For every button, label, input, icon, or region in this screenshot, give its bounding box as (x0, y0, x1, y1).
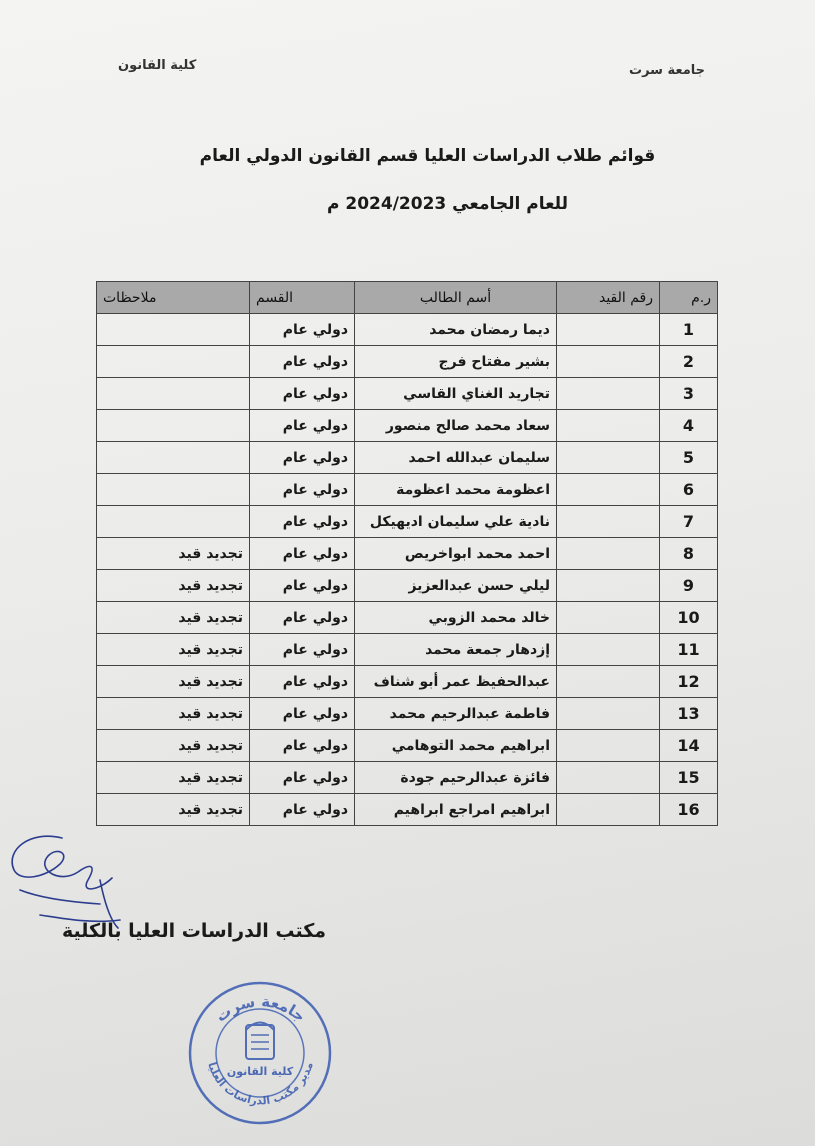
stamp-faculty-text: كلية القانون (226, 1065, 294, 1078)
col-header-notes: ملاحظات (97, 282, 250, 314)
stamp-emblem-icon (246, 1023, 274, 1060)
notes (97, 506, 250, 538)
col-header-dept: القسم (250, 282, 355, 314)
department: دولي عام (250, 666, 355, 698)
row-number: 8 (660, 538, 718, 570)
notes: تجديد قيد (97, 634, 250, 666)
row-number: 10 (660, 602, 718, 634)
table-row (97, 378, 718, 410)
student-name: ليلي حسن عبدالعزيز (355, 570, 557, 602)
department: دولي عام (250, 314, 355, 346)
student-name: اعظومة محمد اعظومة (355, 474, 557, 506)
department: دولي عام (250, 474, 355, 506)
department: دولي عام (250, 634, 355, 666)
student-name: سليمان عبدالله احمد (355, 442, 557, 474)
notes (97, 442, 250, 474)
student-name: خالد محمد الزوبي (355, 602, 557, 634)
department: دولي عام (250, 698, 355, 730)
row-number: 5 (660, 442, 718, 474)
student-name: فائزة عبدالرحيم جودة (355, 762, 557, 794)
student-name: ابراهيم امراجع ابراهيم (355, 794, 557, 826)
table-header-row (97, 282, 718, 314)
department: دولي عام (250, 410, 355, 442)
student-name: بشير مفتاح فرج (355, 346, 557, 378)
table-row (97, 794, 718, 826)
graduate-office-label: مكتب الدراسات العليا بالكلية (62, 920, 327, 942)
table-row (97, 506, 718, 538)
registration-number (557, 314, 660, 346)
notes: تجديد قيد (97, 794, 250, 826)
department: دولي عام (250, 570, 355, 602)
department: دولي عام (250, 730, 355, 762)
table-row (97, 410, 718, 442)
notes (97, 346, 250, 378)
table-row (97, 442, 718, 474)
registration-number (557, 474, 660, 506)
document-title: قوائم طلاب الدراسات العليا قسم القانون الدولي العام (199, 146, 656, 166)
academic-year: للعام الجامعي 2024/2023 م (327, 194, 568, 214)
registration-number (557, 666, 660, 698)
department: دولي عام (250, 794, 355, 826)
row-number: 9 (660, 570, 718, 602)
table-row (97, 698, 718, 730)
registration-number (557, 378, 660, 410)
notes: تجديد قيد (97, 538, 250, 570)
notes (97, 474, 250, 506)
student-name: احمد محمد ابواخريص (355, 538, 557, 570)
row-number: 3 (660, 378, 718, 410)
stamp-office-text: مدير مكتب الدراسات العليا (205, 1060, 316, 1108)
department: دولي عام (250, 346, 355, 378)
notes (97, 314, 250, 346)
registration-number (557, 506, 660, 538)
stamp-university-text: جامعة سرت (212, 992, 310, 1026)
notes: تجديد قيد (97, 730, 250, 762)
registration-number (557, 442, 660, 474)
svg-text:جامعة سرت (212, 992, 309, 1025)
table-row (97, 538, 718, 570)
registration-number (557, 762, 660, 794)
table-row (97, 346, 718, 378)
col-header-reg: رقم القيد (557, 282, 660, 314)
student-name: فاطمة عبدالرحيم محمد (355, 698, 557, 730)
student-name: نادية علي سليمان اديهيكل (355, 506, 557, 538)
student-name: إزدهار جمعة محمد (355, 634, 557, 666)
col-header-no: ر.م (660, 282, 718, 314)
row-number: 7 (660, 506, 718, 538)
department: دولي عام (250, 602, 355, 634)
table-row (97, 666, 718, 698)
registration-number (557, 730, 660, 762)
registration-number (557, 794, 660, 826)
col-header-name: أسم الطالب (355, 282, 557, 314)
table-row (97, 730, 718, 762)
registration-number (557, 634, 660, 666)
department: دولي عام (250, 506, 355, 538)
row-number: 4 (660, 410, 718, 442)
department: دولي عام (250, 762, 355, 794)
registration-number (557, 698, 660, 730)
notes: تجديد قيد (97, 666, 250, 698)
row-number: 13 (660, 698, 718, 730)
table-row (97, 570, 718, 602)
table-row (97, 634, 718, 666)
row-number: 15 (660, 762, 718, 794)
registration-number (557, 602, 660, 634)
student-name: عبدالحفيظ عمر أبو شناف (355, 666, 557, 698)
department: دولي عام (250, 538, 355, 570)
student-name: تجاريد الغناي القاسي (355, 378, 557, 410)
department: دولي عام (250, 442, 355, 474)
notes: تجديد قيد (97, 698, 250, 730)
row-number: 16 (660, 794, 718, 826)
faculty-header: كلية القانون (118, 58, 197, 73)
student-name: سعاد محمد صالح منصور (355, 410, 557, 442)
student-name: ابراهيم محمد التوهامي (355, 730, 557, 762)
students-table (97, 281, 718, 826)
registration-number (557, 570, 660, 602)
table-row (97, 314, 718, 346)
row-number: 14 (660, 730, 718, 762)
official-stamp (183, 975, 338, 1130)
table-row (97, 474, 718, 506)
university-header: جامعة سرت (629, 63, 705, 78)
row-number: 12 (660, 666, 718, 698)
row-number: 6 (660, 474, 718, 506)
notes (97, 410, 250, 442)
notes: تجديد قيد (97, 570, 250, 602)
notes: تجديد قيد (97, 762, 250, 794)
row-number: 11 (660, 634, 718, 666)
notes: تجديد قيد (97, 602, 250, 634)
registration-number (557, 410, 660, 442)
row-number: 2 (660, 346, 718, 378)
registration-number (557, 346, 660, 378)
row-number: 1 (660, 314, 718, 346)
notes (97, 378, 250, 410)
table-row (97, 602, 718, 634)
table-row (97, 762, 718, 794)
department: دولي عام (250, 378, 355, 410)
registration-number (557, 538, 660, 570)
student-name: ديما رمضان محمد (355, 314, 557, 346)
